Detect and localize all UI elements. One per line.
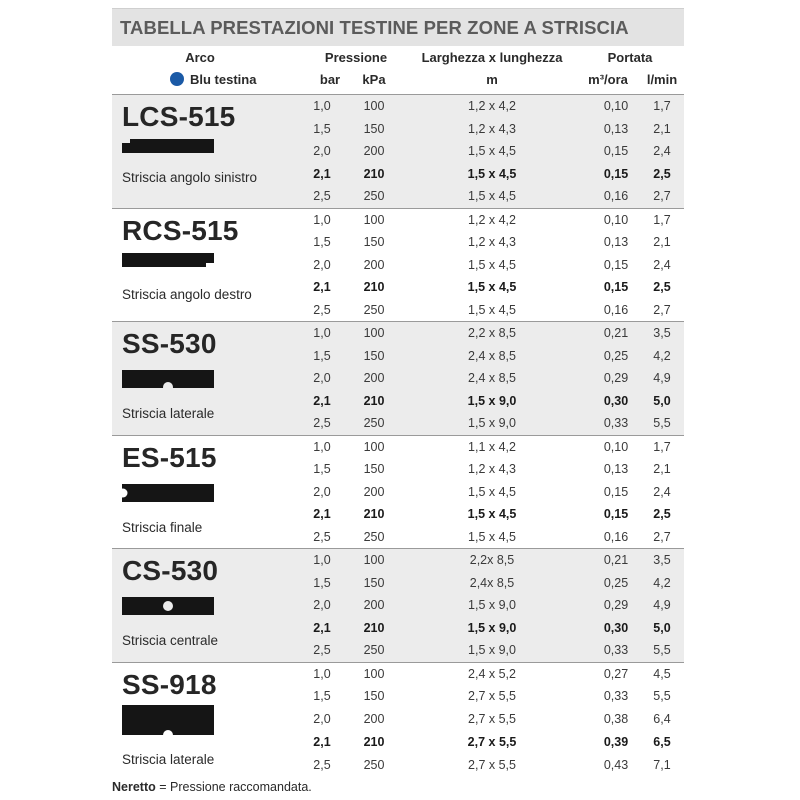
cell-l-min: 4,2 (653, 575, 671, 590)
table-row (112, 231, 684, 254)
table-row (112, 617, 684, 640)
cell-bar: 2,0 (313, 712, 331, 727)
cell-kpa: 250 (363, 302, 385, 317)
cell-l-min: 2,7 (653, 302, 671, 317)
model-group-rcs-515 (112, 208, 684, 322)
cell-bar: 2,5 (313, 189, 331, 203)
cell-bar: 2,1 (313, 393, 331, 408)
cell-kpa: 100 (363, 666, 385, 681)
model-group-ss-918 (112, 662, 684, 777)
cell-m3-ora: 0,13 (603, 462, 629, 476)
cell-l-min: 2,7 (653, 189, 671, 203)
cell-kpa: 100 (363, 212, 385, 227)
model-group-lcs-515 (112, 94, 684, 208)
table-row (112, 140, 684, 163)
table-header (112, 46, 684, 94)
cell-dimensions: 1,5 x 4,5 (468, 144, 516, 158)
cell-dimensions: 1,2 x 4,3 (468, 121, 516, 136)
cell-bar: 1,5 (313, 121, 331, 136)
model-groups (112, 94, 684, 777)
cell-kpa: 250 (363, 416, 385, 430)
cell-kpa: 150 (363, 348, 385, 363)
cell-m3-ora: 0,10 (603, 99, 629, 113)
cell-kpa: 250 (363, 529, 385, 544)
table-row (112, 708, 684, 731)
cell-bar: 2,5 (313, 416, 331, 430)
table-row (112, 685, 684, 708)
table-row (112, 572, 684, 595)
cell-kpa: 250 (363, 757, 385, 772)
cell-bar: 1,5 (313, 348, 331, 363)
cell-kpa: 200 (363, 257, 385, 272)
cell-l-min: 4,5 (653, 666, 671, 681)
cell-kpa: 200 (363, 598, 385, 612)
header-blu-testina: Blu testina (190, 72, 257, 87)
cell-dimensions: 1,5 x 4,5 (468, 189, 516, 203)
cell-dimensions: 2,4x 8,5 (469, 575, 515, 590)
cell-m3-ora: 0,15 (603, 166, 629, 181)
cell-kpa: 210 (363, 620, 385, 635)
cell-m3-ora: 0,30 (603, 393, 629, 408)
cell-kpa: 210 (363, 280, 385, 294)
cell-dimensions: 1,5 x 4,5 (467, 507, 517, 521)
cell-bar: 2,5 (313, 302, 331, 317)
cell-kpa: 210 (363, 393, 385, 408)
cell-m3-ora: 0,33 (603, 643, 629, 657)
table-title: TABELLA PRESTAZIONI TESTINE PER ZONE A STRISCIA (112, 8, 684, 46)
cell-m3-ora: 0,27 (603, 666, 629, 681)
cell-m3-ora: 0,33 (603, 689, 629, 704)
cell-dimensions: 1,5 x 4,5 (468, 257, 516, 272)
cell-m3-ora: 0,21 (603, 326, 629, 340)
cell-dimensions: 2,4 x 8,5 (468, 371, 516, 385)
cell-bar: 1,0 (313, 666, 331, 681)
cell-dimensions: 2,7 x 5,5 (468, 712, 516, 727)
footnote (112, 780, 312, 794)
cell-dimensions: 1,5 x 9,0 (468, 643, 516, 657)
cell-kpa: 200 (363, 371, 385, 385)
cell-bar: 2,0 (313, 257, 331, 272)
cell-dimensions: 1,5 x 9,0 (468, 416, 516, 430)
model-name: ES-515 (122, 441, 217, 473)
cell-l-min: 2,4 (653, 144, 671, 158)
cell-bar: 2,0 (313, 371, 331, 385)
cell-dimensions: 1,2 x 4,3 (468, 462, 516, 476)
table-row (112, 481, 684, 504)
cell-l-min: 7,1 (653, 757, 671, 772)
cell-m3-ora: 0,38 (603, 712, 629, 727)
cell-bar: 2,5 (313, 529, 331, 544)
cell-bar: 1,0 (313, 553, 331, 567)
cell-dimensions: 2,7 x 5,5 (468, 757, 516, 772)
cell-l-min: 3,5 (653, 553, 671, 567)
cell-m3-ora: 0,10 (603, 212, 629, 227)
table-row (112, 594, 684, 617)
table-row (112, 118, 684, 141)
cell-dimensions: 1,5 x 4,5 (467, 280, 517, 294)
table-row (112, 436, 684, 459)
table-row (112, 503, 684, 526)
cell-bar: 1,5 (313, 462, 331, 476)
model-description: Striscia laterale (122, 406, 215, 421)
cell-dimensions: 2,2 x 8,5 (468, 326, 516, 340)
cell-l-min: 2,5 (653, 280, 671, 294)
cell-bar: 1,0 (313, 99, 331, 113)
cell-dimensions: 2,7 x 5,5 (468, 689, 516, 704)
cell-l-min: 1,7 (653, 99, 671, 113)
cell-m3-ora: 0,15 (603, 484, 629, 499)
cell-kpa: 150 (363, 121, 385, 136)
model-group-cs-530 (112, 548, 684, 662)
cell-l-min: 4,9 (653, 598, 671, 612)
table-row (112, 299, 684, 322)
cell-dimensions: 1,5 x 9,0 (467, 620, 517, 635)
table-row (112, 390, 684, 413)
cell-bar: 2,1 (313, 280, 331, 294)
header-portata: Portata (607, 50, 653, 65)
model-description: Striscia finale (122, 519, 203, 535)
cell-l-min: 2,5 (653, 507, 671, 521)
cell-m3-ora: 0,29 (603, 371, 629, 385)
table-row (112, 367, 684, 390)
cell-l-min: 1,7 (653, 439, 671, 454)
table-row (112, 663, 684, 686)
header-larghezza: Larghezza x lunghezza (421, 50, 563, 65)
blue-nozzle-dot-icon (170, 72, 184, 86)
cell-m3-ora: 0,16 (603, 529, 629, 544)
table-row (112, 322, 684, 345)
cell-kpa: 150 (363, 689, 385, 704)
cell-l-min: 2,1 (653, 121, 671, 136)
table-row (112, 639, 684, 662)
cell-bar: 2,0 (313, 598, 331, 612)
model-description: Striscia angolo destro (122, 286, 252, 302)
cell-kpa: 150 (363, 235, 385, 249)
cell-l-min: 6,5 (653, 734, 671, 749)
footnote-bold: Neretto (112, 780, 156, 794)
cell-m3-ora: 0,25 (603, 348, 629, 363)
cell-bar: 1,0 (313, 212, 331, 227)
model-name: LCS-515 (122, 101, 236, 132)
model-name: RCS-515 (122, 214, 239, 246)
cell-l-min: 5,5 (653, 416, 671, 430)
cell-dimensions: 1,5 x 4,5 (468, 484, 516, 499)
cell-kpa: 150 (363, 462, 385, 476)
table-row (112, 549, 684, 572)
cell-bar: 2,5 (313, 643, 331, 657)
cell-dimensions: 1,5 x 9,0 (467, 393, 517, 408)
cell-l-min: 4,2 (653, 348, 671, 363)
cell-dimensions: 1,5 x 9,0 (468, 598, 516, 612)
table-row (112, 209, 684, 232)
model-description: Striscia angolo sinistro (122, 170, 258, 185)
performance-table (112, 8, 684, 777)
table-row (112, 254, 684, 277)
cell-bar: 2,1 (313, 166, 331, 181)
table-row (112, 526, 684, 549)
cell-m3-ora: 0,13 (603, 235, 629, 249)
cell-kpa: 100 (363, 326, 385, 340)
model-group-ss-530 (112, 321, 684, 435)
cell-l-min: 2,1 (653, 462, 671, 476)
cell-kpa: 100 (363, 99, 385, 113)
cell-kpa: 250 (363, 189, 385, 203)
cell-bar: 1,5 (313, 575, 331, 590)
cell-l-min: 5,5 (653, 689, 671, 704)
header-pressione: Pressione (324, 50, 388, 65)
cell-dimensions: 2,7 x 5,5 (467, 734, 517, 749)
cell-l-min: 2,5 (653, 166, 671, 181)
model-name: SS-530 (122, 328, 217, 359)
cell-bar: 2,1 (313, 507, 331, 521)
cell-dimensions: 1,5 x 4,5 (468, 302, 516, 317)
cell-bar: 2,1 (313, 734, 331, 749)
cell-dimensions: 1,2 x 4,2 (468, 212, 516, 227)
cell-dimensions: 2,4 x 8,5 (468, 348, 516, 363)
header-l-min: l/min (646, 72, 678, 87)
cell-m3-ora: 0,15 (603, 144, 629, 158)
cell-m3-ora: 0,29 (603, 598, 629, 612)
cell-dimensions: 1,5 x 4,5 (467, 166, 517, 181)
cell-dimensions: 2,4 x 5,2 (468, 666, 516, 681)
table-row (112, 185, 684, 208)
header-kpa: kPa (362, 72, 386, 87)
cell-m3-ora: 0,13 (603, 121, 629, 136)
table-row (112, 458, 684, 481)
model-group-es-515 (112, 435, 684, 549)
cell-kpa: 200 (363, 144, 385, 158)
cell-l-min: 2,4 (653, 257, 671, 272)
cell-m3-ora: 0,10 (603, 439, 629, 454)
model-description: Striscia centrale (122, 633, 219, 648)
table-row (112, 163, 684, 186)
table-row (112, 345, 684, 368)
cell-m3-ora: 0,16 (603, 189, 629, 203)
cell-bar: 1,5 (313, 235, 331, 249)
cell-kpa: 210 (363, 507, 385, 521)
cell-kpa: 200 (363, 484, 385, 499)
cell-l-min: 5,5 (653, 643, 671, 657)
header-bar: bar (319, 72, 341, 87)
cell-l-min: 6,4 (653, 712, 671, 727)
cell-dimensions: 1,2 x 4,3 (468, 235, 516, 249)
header-m: m (486, 72, 498, 87)
cell-l-min: 3,5 (653, 326, 671, 340)
cell-dimensions: 1,2 x 4,2 (468, 99, 516, 113)
cell-kpa: 210 (363, 734, 385, 749)
cell-bar: 1,0 (313, 326, 331, 340)
cell-m3-ora: 0,15 (603, 507, 629, 521)
cell-l-min: 1,7 (653, 212, 671, 227)
table-row (112, 412, 684, 435)
table-row (112, 95, 684, 118)
table-row (112, 731, 684, 754)
header-m3-ora: m³/ora (588, 72, 628, 87)
cell-m3-ora: 0,25 (603, 575, 629, 590)
cell-kpa: 250 (363, 643, 385, 657)
header-arco: Arco (185, 50, 215, 65)
cell-m3-ora: 0,39 (603, 734, 629, 749)
cell-l-min: 5,0 (653, 620, 671, 635)
cell-bar: 2,1 (313, 620, 331, 635)
cell-l-min: 2,7 (653, 529, 671, 544)
cell-m3-ora: 0,43 (603, 757, 629, 772)
cell-dimensions: 2,2x 8,5 (469, 553, 515, 567)
cell-m3-ora: 0,15 (603, 280, 629, 294)
cell-kpa: 100 (363, 553, 385, 567)
cell-bar: 2,0 (313, 484, 331, 499)
cell-kpa: 150 (363, 575, 385, 590)
cell-l-min: 5,0 (653, 393, 671, 408)
table-row (112, 751, 684, 777)
cell-l-min: 4,9 (653, 371, 671, 385)
cell-dimensions: 1,1 x 4,2 (468, 439, 516, 454)
table-row (112, 276, 684, 299)
cell-kpa: 210 (363, 166, 385, 181)
cell-bar: 2,5 (313, 757, 331, 772)
cell-m3-ora: 0,30 (603, 620, 629, 635)
cell-bar: 1,5 (313, 689, 331, 704)
cell-bar: 1,0 (313, 439, 331, 454)
footnote-text: = Pressione raccomandata. (155, 780, 312, 794)
cell-kpa: 200 (363, 712, 385, 727)
cell-bar: 2,0 (313, 144, 331, 158)
cell-l-min: 2,1 (653, 235, 671, 249)
cell-l-min: 2,4 (653, 484, 671, 499)
cell-dimensions: 1,5 x 4,5 (468, 529, 516, 544)
model-name: CS-530 (122, 555, 219, 586)
model-description: Striscia laterale (122, 751, 215, 767)
model-name: SS-918 (122, 668, 217, 700)
cell-m3-ora: 0,33 (603, 416, 629, 430)
cell-kpa: 100 (363, 439, 385, 454)
cell-m3-ora: 0,21 (603, 553, 629, 567)
cell-m3-ora: 0,16 (603, 302, 629, 317)
cell-m3-ora: 0,15 (603, 257, 629, 272)
